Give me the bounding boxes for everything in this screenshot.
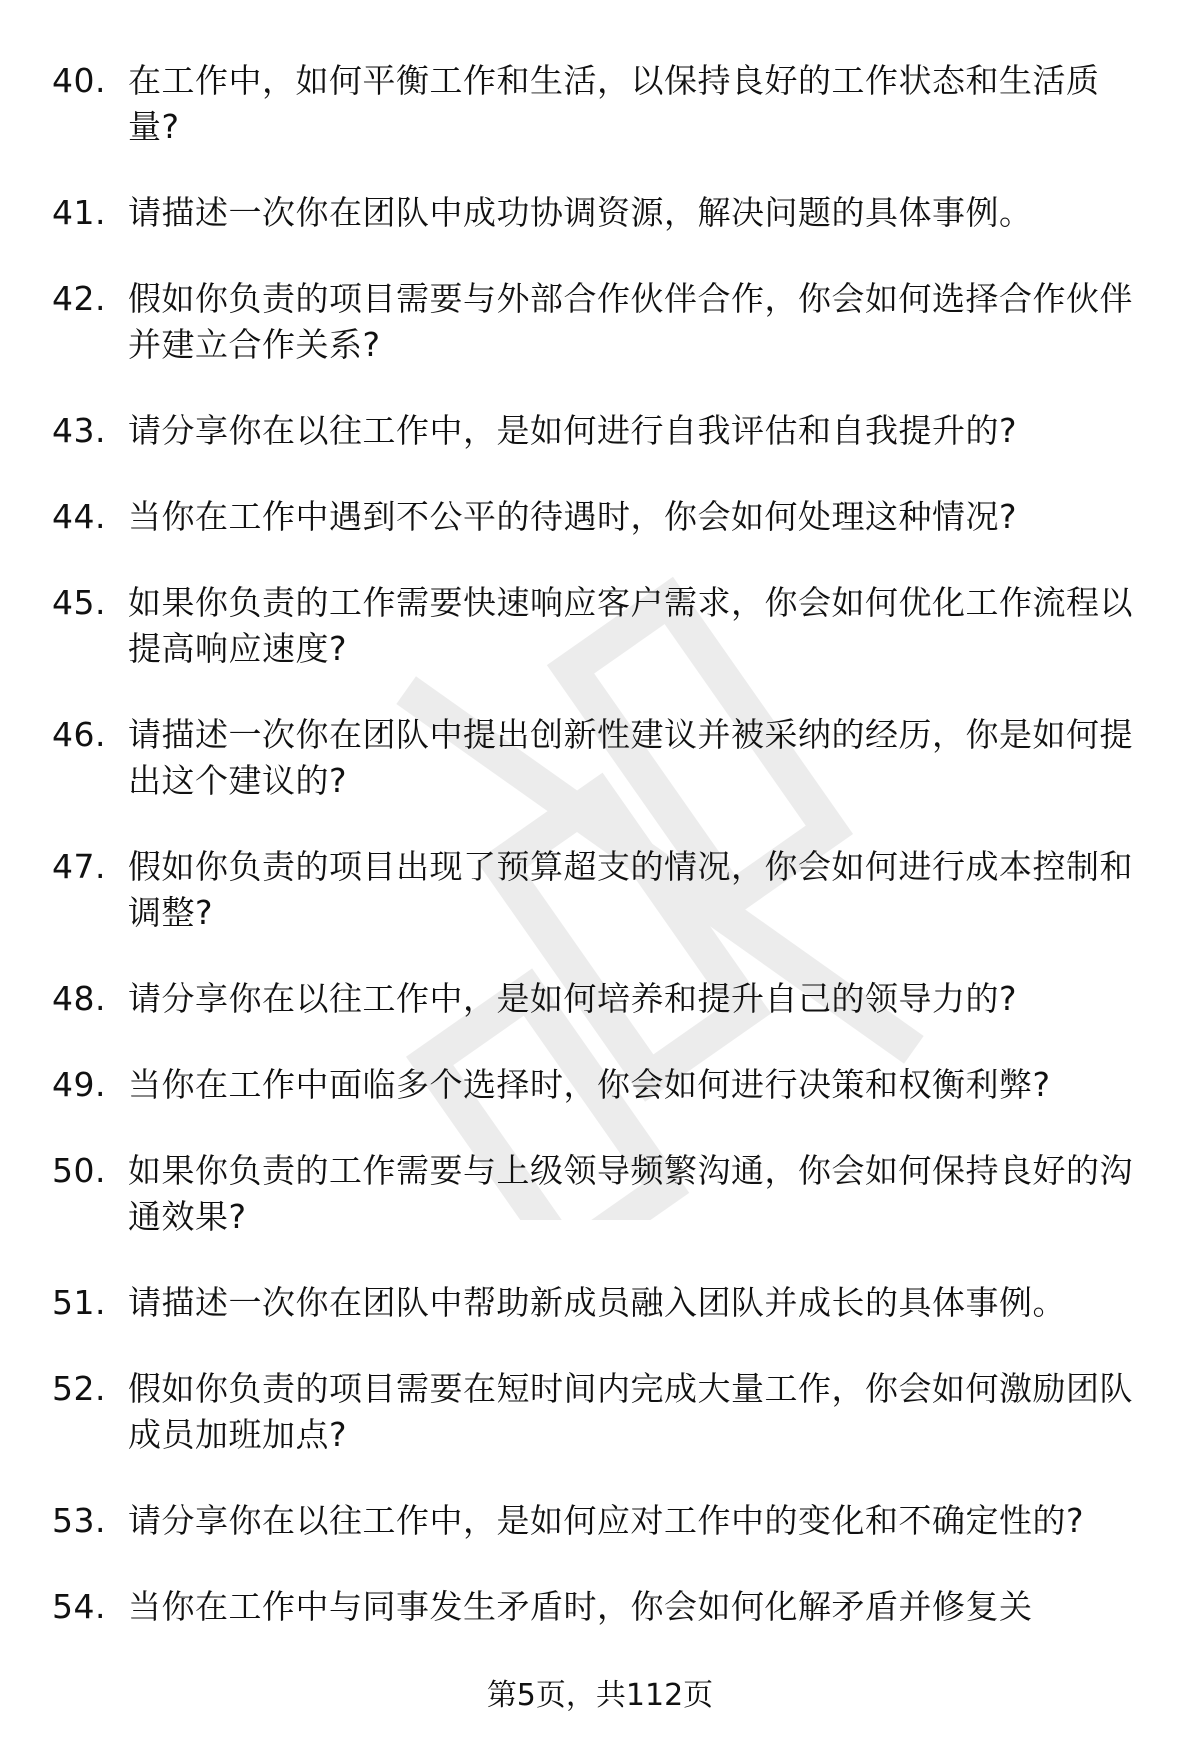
question-item — [52, 276, 1148, 368]
question-item — [52, 712, 1148, 804]
question-text: 在工作中，如何平衡工作和生活，以保持良好的工作状态和生活质量? — [128, 61, 1100, 146]
question-item — [52, 1062, 1148, 1108]
question-list — [52, 58, 1148, 1670]
question-item — [52, 58, 1148, 150]
question-item — [52, 1280, 1148, 1326]
question-text: 假如你负责的项目需要在短时间内完成大量工作，你会如何激励团队成员加班加点? — [128, 1369, 1133, 1454]
question-number: 50. — [52, 1151, 106, 1190]
question-number: 40. — [52, 61, 106, 100]
question-number: 47. — [52, 847, 106, 886]
question-text: 当你在工作中面临多个选择时，你会如何进行决策和权衡利弊? — [128, 1065, 1051, 1104]
question-item — [52, 1148, 1148, 1240]
question-number: 45. — [52, 583, 106, 622]
question-text: 假如你负责的项目需要与外部合作伙伴合作，你会如何选择合作伙伴并建立合作关系? — [128, 279, 1133, 364]
question-text: 如果你负责的工作需要与上级领导频繁沟通，你会如何保持良好的沟通效果? — [128, 1151, 1133, 1236]
question-text: 请描述一次你在团队中帮助新成员融入团队并成长的具体事例。 — [128, 1283, 1066, 1322]
question-text: 请分享你在以往工作中，是如何应对工作中的变化和不确定性的? — [128, 1501, 1085, 1540]
question-text: 当你在工作中遇到不公平的待遇时，你会如何处理这种情况? — [128, 497, 1018, 536]
question-item — [52, 494, 1148, 540]
question-number: 51. — [52, 1283, 106, 1322]
question-text: 请描述一次你在团队中提出创新性建议并被采纳的经历，你是如何提出这个建议的? — [128, 715, 1133, 800]
question-item — [52, 580, 1148, 672]
question-number: 46. — [52, 715, 106, 754]
question-text: 请分享你在以往工作中，是如何进行自我评估和自我提升的? — [128, 411, 1018, 450]
question-number: 49. — [52, 1065, 106, 1104]
question-number: 53. — [52, 1501, 106, 1540]
page-number: 第5页，共112页 — [486, 1678, 714, 1713]
question-text: 当你在工作中与同事发生矛盾时，你会如何化解矛盾并修复关 — [128, 1587, 1033, 1626]
question-item — [52, 844, 1148, 936]
question-item — [52, 408, 1148, 454]
question-text: 请描述一次你在团队中成功协调资源，解决问题的具体事例。 — [128, 193, 1033, 232]
question-text: 假如你负责的项目出现了预算超支的情况，你会如何进行成本控制和调整? — [128, 847, 1133, 932]
question-number: 44. — [52, 497, 106, 536]
question-number: 43. — [52, 411, 106, 450]
question-number: 54. — [52, 1587, 106, 1626]
question-text: 如果你负责的工作需要快速响应客户需求，你会如何优化工作流程以提高响应速度? — [128, 583, 1133, 668]
question-number: 52. — [52, 1369, 106, 1408]
question-number: 48. — [52, 979, 106, 1018]
question-item — [52, 976, 1148, 1022]
question-item — [52, 190, 1148, 236]
question-item — [52, 1498, 1148, 1544]
question-number: 42. — [52, 279, 106, 318]
question-item — [52, 1584, 1148, 1630]
question-number: 41. — [52, 193, 106, 232]
question-text: 请分享你在以往工作中，是如何培养和提升自己的领导力的? — [128, 979, 1018, 1018]
question-item — [52, 1366, 1148, 1458]
